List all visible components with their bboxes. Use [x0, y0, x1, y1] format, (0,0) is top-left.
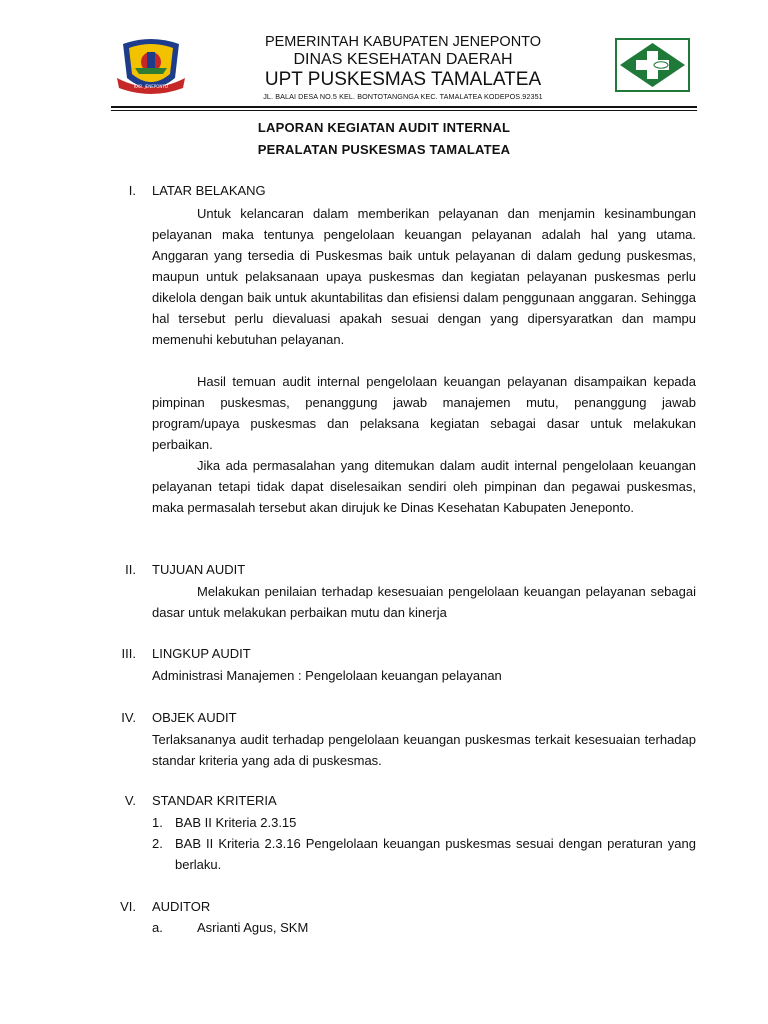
report-subtitle: PERALATAN PUSKESMAS TAMALATEA [257, 142, 511, 157]
list-item-marker: 2. [152, 836, 163, 851]
list-item: Asrianti Agus, SKM [197, 920, 309, 935]
section-number: IV. [121, 710, 136, 725]
paragraph: Untuk kelancaran dalam memberikan pelayanan dan menjamin kesinambungan pelayanan maka tentunya pengelolaan keuangan pelayanan adalah hal yang utama. Anggaran yang tersedia di Puskesmas baik untuk pelayanan di dalam gedung puskesmas, maupun untuk pelaksanaan upaya puskesmas dan kegiatan pelayanan puskesmas perlu dikelola dengan baik untuk akuntabilitas dan efisiensi dalam penggunaan anggaran. Sehingga hal tersebut perlu dievaluasi apakah sesuai dengan yang dipersyaratkan dan mampu memenuhi kebutuhan pelayanan. [152, 206, 696, 347]
letterhead [200, 34, 606, 103]
letterhead-government: PEMERINTAH KABUPATEN JENEPONTO [264, 34, 542, 50]
letterhead-unit: UPT PUSKESMAS TAMALATEA [264, 69, 542, 90]
regency-emblem-icon [113, 38, 189, 96]
list-item-marker: a. [152, 920, 163, 935]
letterhead-agency: DINAS KESEHATAN DAERAH [293, 51, 513, 68]
letterhead-address: JL. BALAI DESA NO.5 KEL. BONTOTANGNGA KEC. TAMALATEA KODEPOS.92351 [263, 92, 543, 101]
paragraph: Hasil temuan audit internal pengelolaan keuangan pelayanan disampaikan kepada pimpinan puskesmas, penanggung jawab manajemen mutu, penanggung jawab program/upaya puskesmas dan pelaksana kegiatan sebagai dasar untuk melakukan perbaikan. [152, 374, 696, 452]
section-number: II. [125, 562, 136, 577]
puskesmas-cross-logo-icon [614, 37, 691, 93]
list-item-marker: 1. [152, 815, 163, 830]
report-title: LAPORAN KEGIATAN AUDIT INTERNAL [257, 120, 511, 135]
section-number: V. [124, 793, 136, 808]
section-number: III. [121, 646, 136, 661]
list-item: BAB II Kriteria 2.3.15 [175, 815, 297, 830]
list-item: BAB II Kriteria 2.3.16 Pengelolaan keuangan puskesmas sesuai dengan peraturan yang berlaku. [175, 836, 696, 872]
section-heading: OBJEK AUDIT [152, 710, 237, 725]
paragraph: Jika ada permasalahan yang ditemukan dalam audit internal pengelolaan keuangan pelayanan tetapi tidak dapat diselesaikan sendiri oleh pimpinan dan pegawai puskesmas, maka permasalah tersebut akan dirujuk ke Dinas Kesehatan Kabupaten Jeneponto. [152, 458, 696, 515]
paragraph: Administrasi Manajemen : Pengelolaan keuangan pelayanan [152, 668, 502, 683]
section-heading: LATAR BELAKANG [152, 183, 266, 198]
paragraph: Terlaksananya audit terhadap pengelolaan keuangan puskesmas terkait kesesuaian terhadap standar kriteria yang ada di puskesmas. [152, 732, 696, 768]
section-heading: STANDAR KRITERIA [152, 793, 277, 808]
paragraph: Melakukan penilaian terhadap kesesuaian pengelolaan keuangan pelayanan sebagai dasar untuk melakukan perbaikan mutu dan kinerja [152, 584, 696, 620]
section-heading: TUJUAN AUDIT [152, 562, 246, 577]
section-heading: LINGKUP AUDIT [152, 646, 251, 661]
letterhead-rule-thick [111, 106, 697, 108]
letterhead-rule-thin [111, 110, 697, 111]
section-number: I. [128, 183, 136, 198]
logo-left-text: KAB. JENEPONTO [134, 84, 168, 89]
section-number: VI. [120, 899, 136, 914]
section-heading: AUDITOR [152, 899, 211, 914]
